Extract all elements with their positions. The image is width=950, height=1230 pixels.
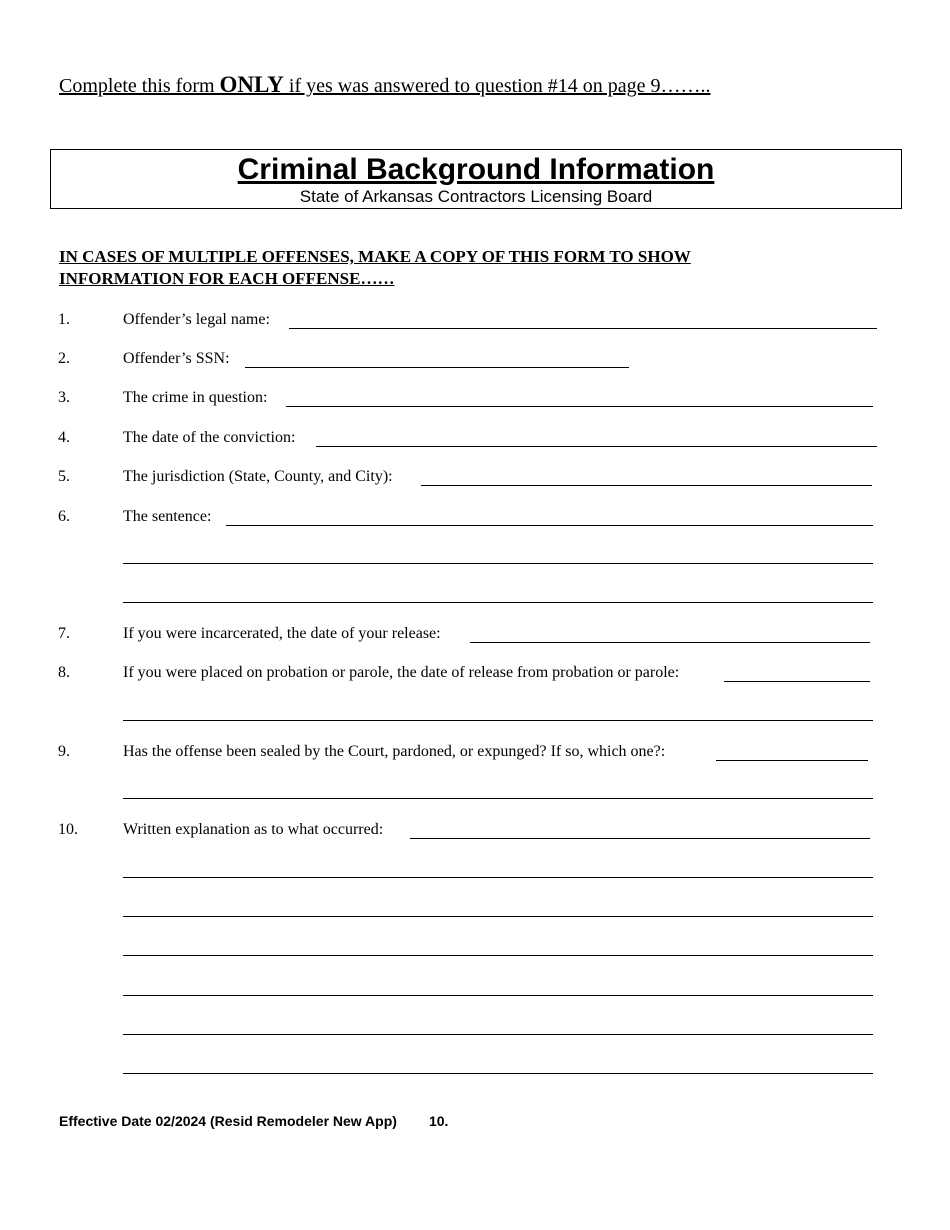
- field-number: 1.: [58, 311, 70, 328]
- form-title: Criminal Background Information: [237, 153, 715, 186]
- field-label: Has the offense been sealed by the Court, pardoned, or expunged? If so, which one?:: [123, 743, 666, 760]
- explanation-continuation-line[interactable]: [123, 995, 873, 996]
- conviction-date-input-line[interactable]: [316, 446, 877, 447]
- notice-line-2: INFORMATION FOR EACH OFFENSE……: [59, 269, 395, 288]
- explanation-continuation-line[interactable]: [123, 955, 873, 956]
- field-number: 2.: [58, 350, 70, 367]
- incarceration-release-input-line[interactable]: [470, 642, 870, 643]
- legal-name-input-line[interactable]: [289, 328, 877, 329]
- form-subtitle: State of Arkansas Contractors Licensing Board: [299, 187, 653, 206]
- field-label: The sentence:: [123, 508, 212, 525]
- instruction-emphasis: ONLY: [219, 72, 284, 97]
- field-number: 6.: [58, 508, 70, 525]
- field-label: Written explanation as to what occurred:: [123, 821, 384, 838]
- field-number: 9.: [58, 743, 70, 760]
- effective-date: Effective Date 02/2024 (Resid Remodeler New App): [59, 1113, 397, 1129]
- field-label: The jurisdiction (State, County, and City):: [123, 468, 393, 485]
- sealed-pardoned-input-line[interactable]: [716, 760, 868, 761]
- field-label: The date of the conviction:: [123, 429, 296, 446]
- explanation-continuation-line[interactable]: [123, 877, 873, 878]
- notice-line-1: IN CASES OF MULTIPLE OFFENSES, MAKE A COPY OF THIS FORM TO SHOW: [59, 247, 691, 266]
- ssn-input-line[interactable]: [245, 367, 629, 368]
- explanation-continuation-line[interactable]: [123, 1073, 873, 1074]
- field-label: The crime in question:: [123, 389, 268, 406]
- probation-release-input-line[interactable]: [724, 681, 870, 682]
- field-label: Offender’s legal name:: [123, 311, 270, 328]
- field-number: 3.: [58, 389, 70, 406]
- sentence-continuation-line[interactable]: [123, 602, 873, 603]
- explanation-continuation-line[interactable]: [123, 1034, 873, 1035]
- field-number: 5.: [58, 468, 70, 485]
- sentence-continuation-line[interactable]: [123, 563, 873, 564]
- page-footer: [59, 1113, 448, 1129]
- page-number: 10.: [428, 1113, 449, 1129]
- field-label: If you were placed on probation or parole, the date of release from probation or parole:: [123, 664, 680, 681]
- probation-continuation-line[interactable]: [123, 720, 873, 721]
- instruction-note: [59, 70, 710, 101]
- field-number: 4.: [58, 429, 70, 446]
- written-explanation-input-line[interactable]: [410, 838, 870, 839]
- explanation-continuation-line[interactable]: [123, 916, 873, 917]
- title-box: [50, 149, 902, 209]
- instruction-prefix: Complete this form: [59, 75, 220, 97]
- field-label: Offender’s SSN:: [123, 350, 230, 367]
- field-number: 8.: [58, 664, 70, 681]
- instruction-suffix: if yes was answered to question #14 on page 9……..: [283, 75, 711, 97]
- multiple-offenses-notice: [59, 246, 691, 290]
- sentence-input-line[interactable]: [226, 525, 873, 526]
- field-label: If you were incarcerated, the date of your release:: [123, 625, 441, 642]
- crime-input-line[interactable]: [286, 406, 873, 407]
- sealed-continuation-line[interactable]: [123, 798, 873, 799]
- jurisdiction-input-line[interactable]: [421, 485, 872, 486]
- field-number: 7.: [58, 625, 70, 642]
- field-number: 10.: [58, 821, 78, 838]
